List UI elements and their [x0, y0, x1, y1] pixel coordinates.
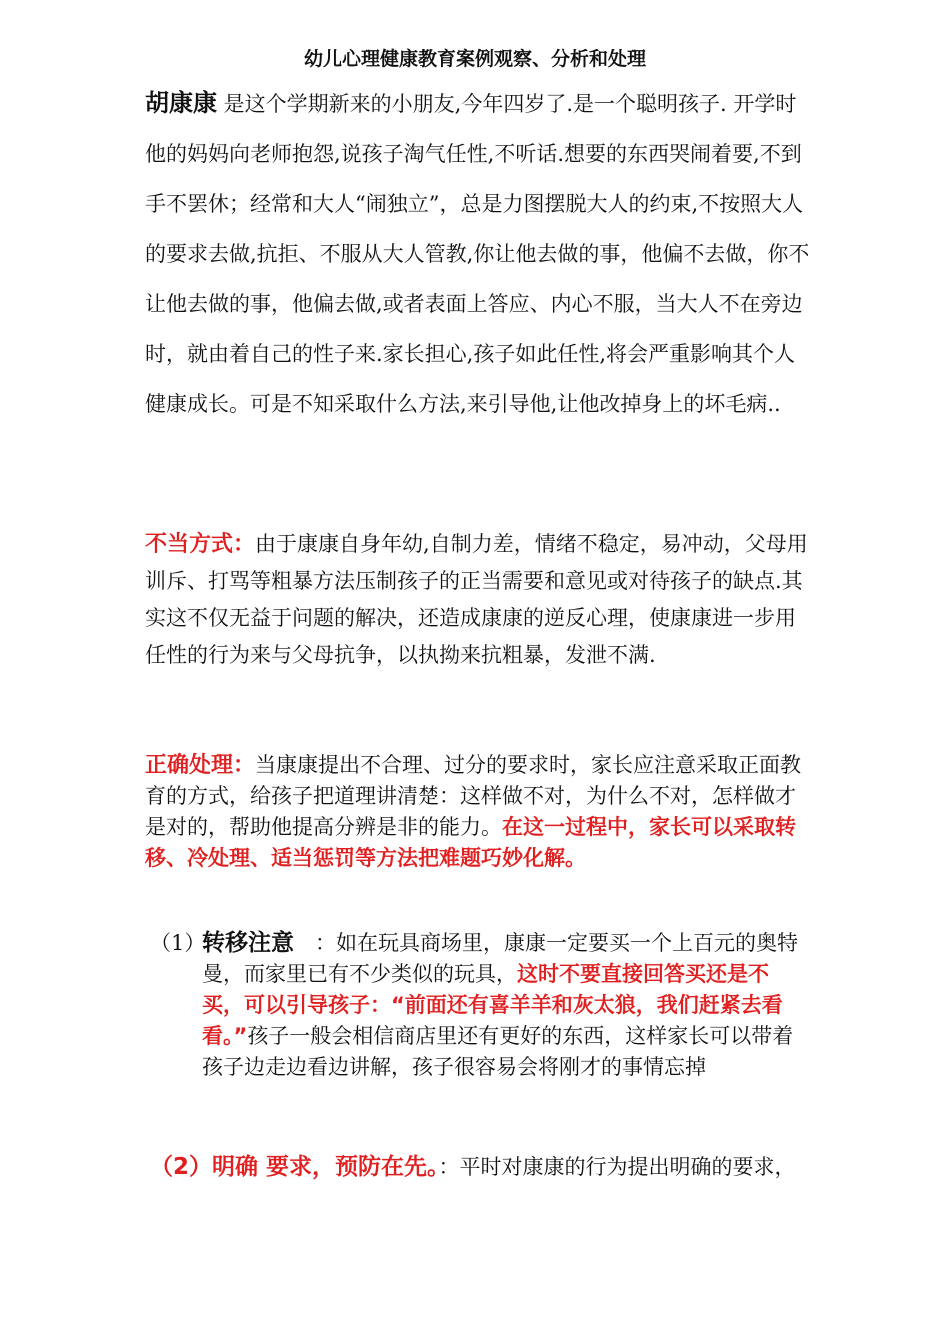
document-title: 幼儿心理健康教育案例观察、分析和处理: [303, 48, 646, 70]
item-1-separator: ：: [294, 931, 336, 955]
child-name: 胡康康: [145, 89, 217, 117]
correct-handling-text: 当康康提出不合理、过分的要求时，家长应注意采取正面教育的方式，给孩子把道理讲清楚：这样做不对，为什么不对，怎样做才是对的，帮助他提高分辨是非的能力。: [145, 753, 802, 839]
intro-paragraph: [145, 78, 810, 429]
improper-method-text: 由于康康自身年幼,自制力差，情绪不稳定，易冲动，父母用训斥、打骂等粗暴方法压制孩子的正当需要和意见或对待孩子的缺点.其实这不仅无益于问题的解决，还造成康康的逆反心理，使康康进一步用任性的行为来与父母抗争，以执拗来抗粗暴，发泄不满.: [145, 532, 808, 667]
item-1-heading: 转移注意: [202, 930, 294, 956]
item-1-text-b: 孩子一般会相信商店里还有更好的东西，这样家长可以带着孩子边走边看边讲解，孩子很容易会将刚才的事情忘掉: [202, 1024, 794, 1079]
intro-text: 是这个学期新来的小朋友,今年四岁了.是一个聪明孩子. 开学时他的妈妈向老师抱怨,说孩子淘气任性,不听话.想要的东西哭闹着要,不到手不罢休；经常和大人“闹独立”，总是力图摆脱大人的约束,不按照大人的要求去做,抗拒、不服从大人管教,你让他去做的事，他偏不去做，你不让他去做的事，他偏去做,或者表面上答应、内心不服，当大人不在旁边时，就由着自己的性子来.家长担心,孩子如此任性,将会严重影响其个人健康成长。可是不知采取什么方法,来引导他,让他改掉身上的坏毛病..: [145, 92, 810, 416]
item-1-text-a: 如在玩具商场里，康康一定要买一个上百元的奥特曼，而家里已有不少类似的玩具，: [202, 931, 798, 986]
correct-handling-paragraph: [145, 750, 810, 874]
item-2-heading: （2）明确 要求，预防在先。: [150, 1154, 439, 1180]
item-1-emphasis: 这时不要直接回答买还是不买，可以引导孩子：“前面还有喜羊羊和灰太狼，我们赶紧去看看。”: [202, 962, 783, 1048]
item-2-text: ：平时对康康的行为提出明确的要求，: [438, 1155, 796, 1179]
correct-handling-emphasis: 在这一过程中，家长可以采取转移、冷处理、适当惩罚等方法把难题巧妙化解。: [145, 815, 796, 870]
correct-handling-heading: 正确处理：: [145, 753, 256, 778]
item-1-marker: （1）: [150, 931, 206, 955]
improper-method-heading: 不当方式：: [145, 532, 256, 557]
method-item-1: [150, 928, 810, 1083]
method-item-2: [150, 1152, 820, 1183]
improper-method-paragraph: [145, 526, 810, 674]
